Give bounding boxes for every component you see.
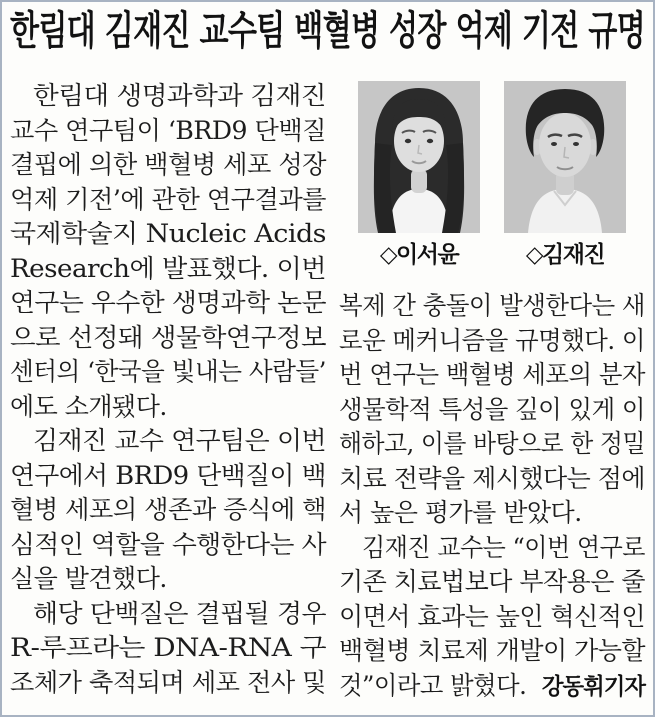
text-line: 김재진 교수 연구팀은 이번: [33, 426, 327, 455]
portrait-woman-illustration: [358, 81, 480, 233]
photo-lee-seo-yoon: [358, 81, 480, 269]
text-line: 서 높은 평가를 받았다.: [339, 498, 582, 527]
photo-row: [339, 81, 645, 269]
portrait-man-illustration: [504, 81, 626, 233]
text-line: 백혈병 치료제 개발이 가능할: [339, 636, 646, 665]
text-line: R-루프라는 DNA-RNA 구: [10, 633, 326, 662]
right-column: [339, 79, 645, 703]
right-column-text: [339, 289, 645, 703]
text-line: 실을 발견했다.: [10, 564, 167, 593]
text-line: 해하고, 이를 바탕으로 한 정밀: [339, 429, 645, 458]
article-body: [10, 79, 645, 703]
text-line: 복제 간 충돌이 발생한다는 새: [339, 291, 646, 320]
text-line: 해당 단백질은 결핍될 경우: [33, 598, 327, 628]
text-line: 생물학적 특성을 깊이 있게 이: [339, 394, 646, 424]
text-line: Research에 발표했다. 이번: [10, 253, 326, 283]
text-line: 심적인 역할을 수행한다는 사: [10, 529, 327, 559]
text-line: 이면서 효과는 높인 혁신적인: [339, 601, 646, 631]
reporter-byline: 강동휘기자: [541, 673, 646, 700]
text-line: 한림대 생명과학과 김재진: [33, 81, 327, 110]
text-line: 김재진 교수는 “이번 연구로: [362, 532, 645, 562]
text-line: 혈병 세포의 생존과 증식에 핵: [10, 495, 327, 524]
article-headline: [10, 7, 645, 54]
text-line: 기존 치료법보다 부작용은 줄: [339, 567, 646, 596]
left-column: [10, 79, 326, 703]
text-line: 것”이라고 밝혔다. 강동휘기자: [339, 670, 646, 700]
text-line: 연구에서 BRD9 단백질이 백: [10, 460, 326, 490]
text-line: 로운 메커니즘을 규명했다. 이: [339, 325, 646, 355]
text-line: 으로 선정돼 생물학연구정보: [10, 322, 326, 352]
headline-text: 한림대 김재진 교수팀 백혈병 성장 억제 기전 규명: [10, 7, 645, 54]
text-line: 국제학술지 Nucleic Acids: [10, 219, 326, 248]
text-line: 번 연구는 백혈병 세포의 분자: [339, 360, 646, 389]
text-line: 교수 연구팀이 ‘BRD9 단백질: [10, 115, 326, 145]
text-line: 연구는 우수한 생명과학 논문: [10, 288, 327, 317]
photo-caption: ◇이서윤: [379, 242, 459, 268]
photo-caption: ◇김재진: [525, 242, 605, 268]
text-line: 센터의 ‘한국을 빛내는 사람들’: [10, 357, 327, 386]
text-line: 억제 기전’에 관한 연구결과를: [10, 184, 327, 214]
left-column-text: [10, 79, 326, 700]
text-line: 조체가 축적되며 세포 전사 및: [10, 667, 327, 697]
text-line: 치료 전략을 제시했다는 점에: [339, 463, 646, 493]
text-line: 에도 소개됐다.: [10, 391, 167, 421]
text-line: 결핍에 의한 백혈병 세포 성장: [10, 150, 327, 179]
photo-kim-jae-jin: [504, 81, 626, 269]
